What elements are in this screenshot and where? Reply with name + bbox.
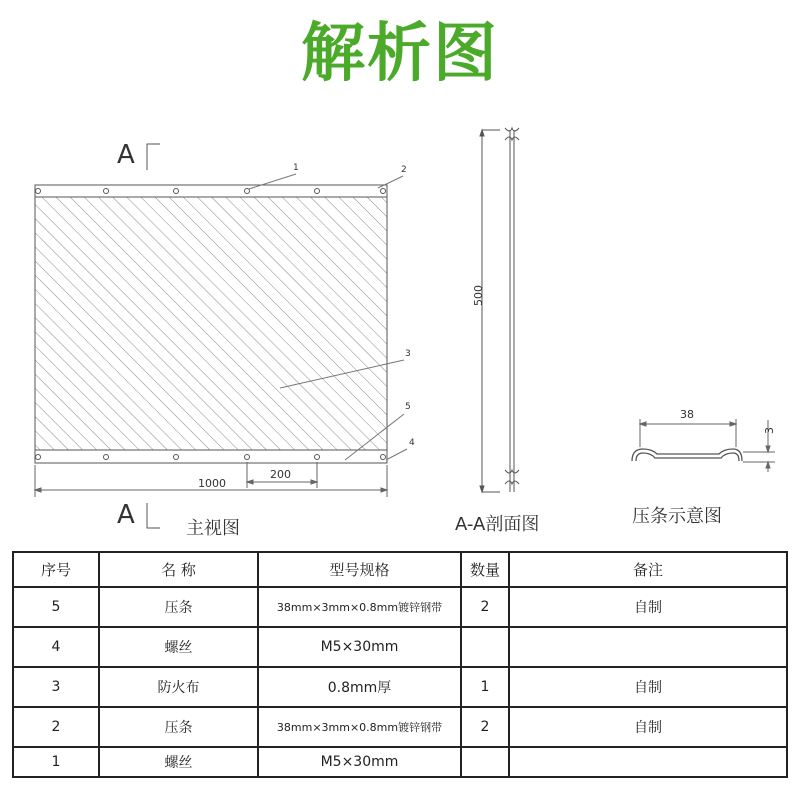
header-note: 备注 [509, 552, 787, 587]
row-name: 螺丝 [99, 627, 258, 667]
section-marker-bottom: A [117, 500, 135, 530]
front-view [35, 144, 407, 528]
row-name: 压条 [99, 707, 258, 747]
table-row [13, 627, 787, 667]
row-qty: 2 [461, 707, 509, 747]
dim-width-label: 1000 [198, 477, 226, 490]
front-view-caption: 主视图 [186, 518, 240, 539]
row-note: 自制 [509, 587, 787, 627]
row-spec: 38mm×3mm×0.8mm镀锌钢带 [258, 587, 461, 627]
row-qty: 2 [461, 587, 509, 627]
row-spec: M5×30mm [258, 747, 461, 777]
row-qty [461, 747, 509, 777]
row-no: 3 [13, 667, 99, 707]
row-no: 5 [13, 587, 99, 627]
fire-cloth-panel [35, 197, 387, 450]
bottom-strip [35, 450, 387, 463]
header-name: 名 称 [99, 552, 258, 587]
callout-4: 4 [409, 438, 415, 448]
callout-5: 5 [405, 402, 411, 412]
table-header-row [13, 552, 787, 587]
row-spec: 0.8mm厚 [258, 667, 461, 707]
callout-2: 2 [401, 165, 407, 175]
row-spec: 38mm×3mm×0.8mm镀锌钢带 [258, 707, 461, 747]
section-marker-top: A [117, 140, 135, 170]
spec-table [12, 551, 788, 778]
table-row [13, 707, 787, 747]
header-no: 序号 [13, 552, 99, 587]
row-note: 自制 [509, 707, 787, 747]
row-no: 2 [13, 707, 99, 747]
callout-1: 1 [293, 163, 299, 173]
row-no: 4 [13, 627, 99, 667]
header-spec: 型号规格 [258, 552, 461, 587]
row-note: 自制 [509, 667, 787, 707]
row-spec: M5×30mm [258, 627, 461, 667]
table-row [13, 587, 787, 627]
strip-thickness-label: 3 [763, 427, 776, 434]
row-no: 1 [13, 747, 99, 777]
row-name: 防火布 [99, 667, 258, 707]
strip-view-caption: 压条示意图 [632, 506, 722, 527]
section-view [480, 128, 519, 492]
row-note [509, 627, 787, 667]
row-qty: 1 [461, 667, 509, 707]
row-note [509, 747, 787, 777]
header-qty: 数量 [461, 552, 509, 587]
row-qty [461, 627, 509, 667]
top-strip [35, 185, 387, 197]
section-view-caption: A-A剖面图 [455, 514, 540, 535]
callout-3: 3 [405, 349, 411, 359]
dim-spacing-label: 200 [270, 468, 291, 481]
page-title: 解析图 [301, 17, 499, 91]
table-row [13, 747, 787, 777]
row-name: 螺丝 [99, 747, 258, 777]
row-name: 压条 [99, 587, 258, 627]
table-row [13, 667, 787, 707]
strip-width-label: 38 [680, 408, 694, 421]
strip-view [632, 419, 775, 472]
section-height-label: 500 [472, 285, 485, 306]
